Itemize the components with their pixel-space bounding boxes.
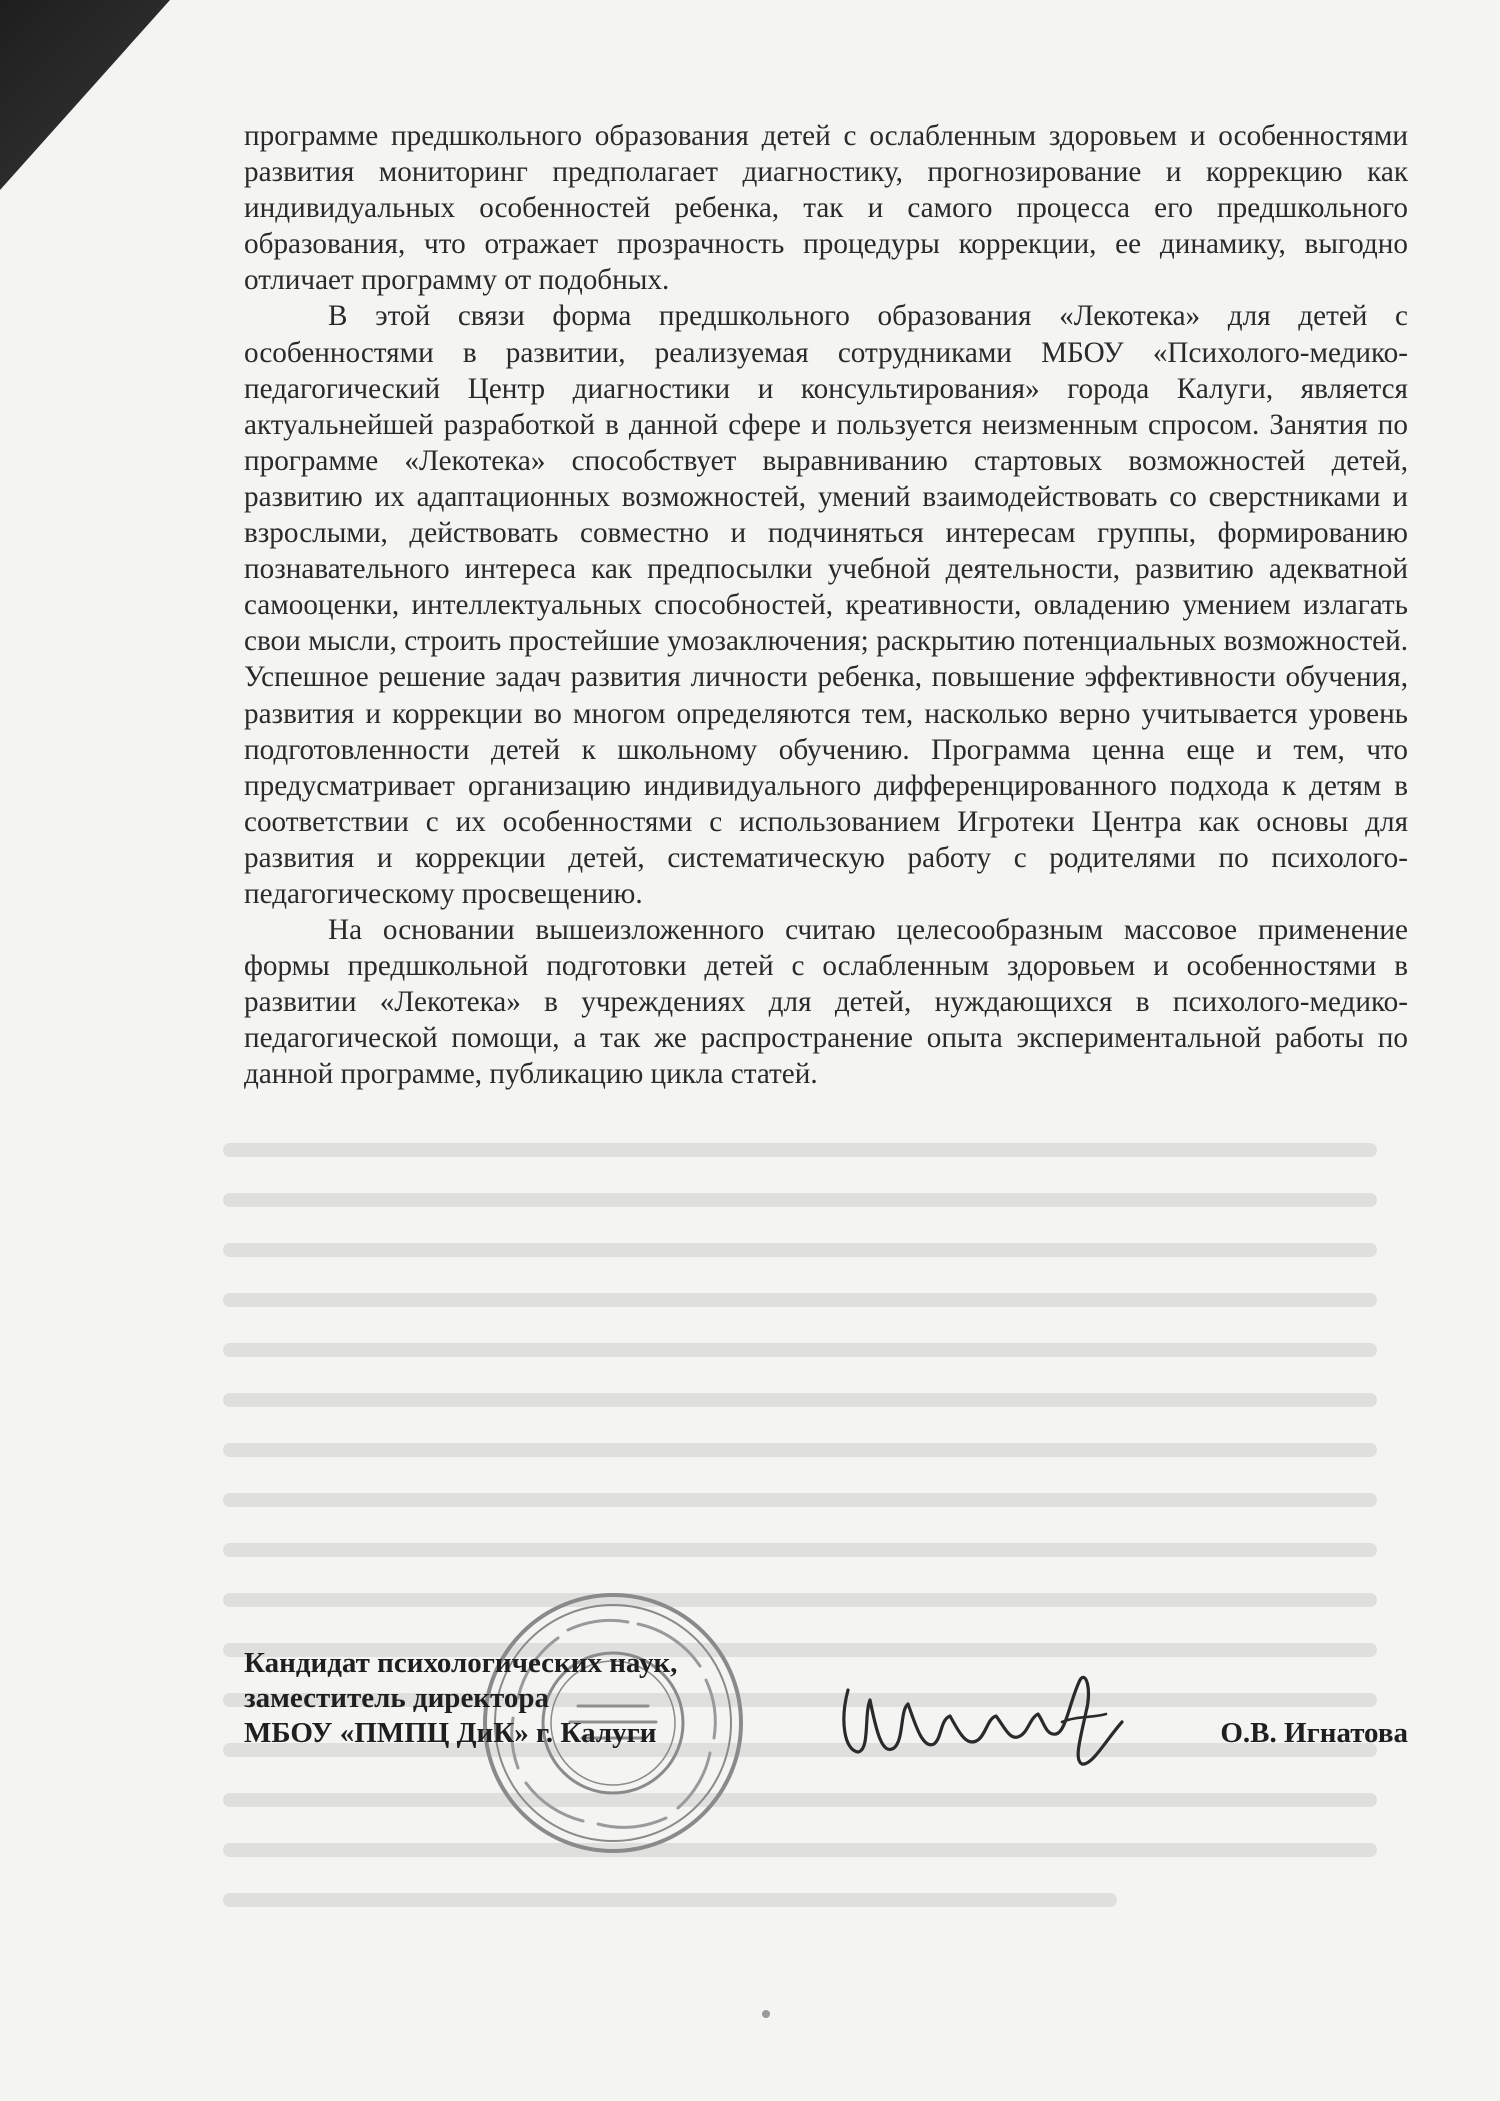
bleed-through-texture <box>210 1130 1390 1930</box>
paragraph-1: программе предшкольного образования детей с ослабленным здоровьем и особенностями развития мониторинг предполагает диагностику, прогнозирование и коррекцию как индивидуальных особенностей ребенка, так и самого процесса его предшкольного образования, что отражает прозрачность процедуры коррекции, ее динамику, выгодно отличает программу от подобных. <box>244 120 1408 297</box>
letter-body <box>244 118 1408 1093</box>
scan-edge-shadow <box>0 0 170 190</box>
signature-block <box>244 1646 1408 1751</box>
signer-position: заместитель директора <box>244 1682 550 1714</box>
signer-degree: Кандидат психологических наук, <box>244 1647 678 1679</box>
signer-organization: МБОУ «ПМПЦ ДиК» г. Калуги <box>244 1717 657 1749</box>
paragraph-3: На основании вышеизложенного считаю целесообразным массовое применение формы предшкольной подготовки детей с ослабленным здоровьем и особенностями в развитии «Лекотека» в учреждениях для детей, нуждающихся в психолого-медико-педагогической помощи, а так же распространение опыта экспериментальной работы по данной программе, публикацию цикла статей. <box>244 914 1408 1091</box>
signer-name: О.В. Игнатова <box>1220 1717 1408 1749</box>
scan-speck <box>762 2010 770 2018</box>
paragraph-2: В этой связи форма предшкольного образования «Лекотека» для детей с особенностями в развитии, реализуемая сотрудниками МБОУ «Психолого-медико-педагогический Центр диагностики и консультирования» города Калуги, является актуальнейшей разработкой в данной сфере и пользуется неизменным спросом. Занятия по программе «Лекотека» способствует выравниванию стартовых возможностей детей, развитию их адаптационных возможностей, умений взаимодействовать со сверстниками и взрослыми, действовать совместно и подчиняться интересам группы, формированию познавательного интереса как предпосылки учебной деятельности, развитию адекватной самооценки, интеллектуальных способностей, креативности, овладению умением излагать свои мысли, строить простейшие умозаключения; раскрытию потенциальных возможностей. Успешное решение задач развития личности ребенка, повышение эффективности обучения, развития и коррекции во многом определяются тем, насколько верно учитывается уровень подготовленности детей к школьному обучению. Программа ценна еще и тем, что предусматривает организацию индивидуального дифференцированного подхода к детям в соответствии с их особенностями с использованием Игротеки Центра как основы для развития и коррекции детей, систематическую работу с родителями по психолого-педагогическому просвещению. <box>244 300 1408 910</box>
